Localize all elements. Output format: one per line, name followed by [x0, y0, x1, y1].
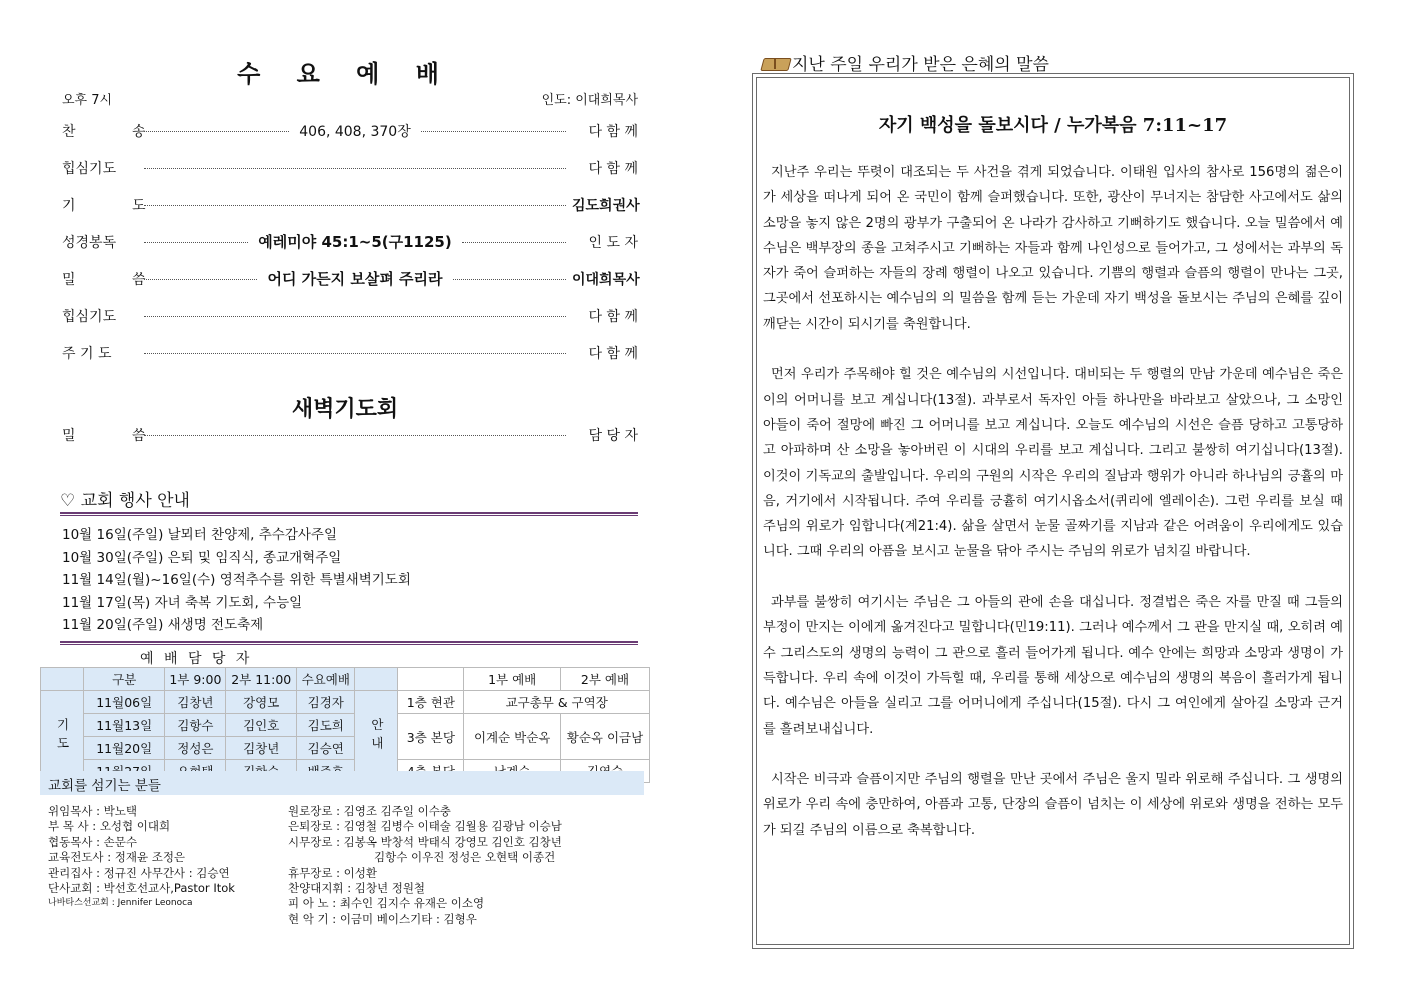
table-cell: 김승연 [297, 737, 355, 760]
table-header: 2부 예배 [560, 668, 649, 691]
sermon-header [762, 50, 1049, 75]
sermon-paragraph: 과부를 불쌍히 여기시는 주님은 그 아들의 관에 손을 대십니다. 정결법은 죽은 자를 만질 때 그들의 부정이 만지는 이에게 옮겨진다고 밀합니다(민19:11). 그러나 예수께서 그 관을 만지실 때, 오히려 예수 그리스도의 생명의 능력이 그 관으로 흘러 들어가게 됩니다. 예수 안에는 희망과 소망과 생명이 가득합니다. 우리 속에 이것이 가득힐 때, 우리를 통해 세상으로 예수님의 생명의 복음이 흘러가게 됩니다. 예수님은 아들을 실리고 그를 어머니에게 주십니다(15절). 다시 그 여인에게 살아길 소망과 근거를 흘려보내십니다. [763, 595, 1343, 737]
list-item: 협동목사 : 손문수 [48, 834, 137, 849]
list-item: 은퇴장로 : 김영철 김병수 이태술 김월용 김광남 이승남 [288, 819, 562, 834]
table-header: 1부 예배 [464, 668, 561, 691]
table-cell: 김항수 [165, 714, 226, 737]
servants-column [288, 804, 648, 927]
order-person: 김도희권사 [572, 197, 640, 214]
order-person: 인 도 자 [588, 234, 639, 251]
table-cell: 11월20일 [84, 737, 165, 760]
service-order [62, 112, 638, 371]
list-item: 부 목 사 : 오성협 이대희 [48, 819, 171, 834]
servants-title: 교회를 섬기는 분들 [40, 771, 644, 795]
dot-leader [462, 242, 566, 243]
group-label: 기도 [41, 691, 84, 783]
list-item: 현 악 기 : 이금미 베이스기타 : 김형우 [288, 911, 477, 926]
table-cell: 11월06일 [84, 691, 165, 714]
dot-leader [144, 205, 566, 206]
table-cell: 3층 본당 [398, 714, 464, 760]
dawn-order [62, 416, 638, 453]
list-item: 원로장로 : 김영조 김주일 이수충 [288, 804, 451, 818]
table-cell: 김창년 [226, 737, 297, 760]
table-header: 수요예배 [297, 668, 355, 691]
order-content: 어디 가든지 보살펴 주리라 [267, 270, 443, 288]
events-title: ♡ 교회 행사 안내 [60, 491, 190, 511]
service-subheader [62, 89, 638, 108]
dot-leader [144, 131, 289, 132]
event-item: 10월 30일(주일) 은퇴 및 임직식, 종교개혁주일 [62, 549, 342, 566]
service-leader: 인도: 이대희목사 [541, 93, 638, 108]
dot-leader [144, 242, 248, 243]
order-row [62, 297, 638, 334]
order-label: 기 도 [62, 197, 172, 214]
divider [60, 512, 638, 516]
order-row [62, 149, 638, 186]
order-row [62, 416, 638, 453]
table-cell [355, 668, 398, 691]
order-person: 다 함 께 [588, 345, 638, 362]
dot-leader [144, 435, 566, 436]
dot-leader [144, 279, 257, 280]
list-item: 휴무장로 : 이성환 [288, 865, 377, 880]
order-person: 담 당 자 [588, 427, 638, 444]
order-label: 주 기 도 [62, 345, 112, 362]
list-item: 단사교회 : 박선호선교사,Pastor Itok [48, 881, 235, 896]
order-person: 다 함 께 [588, 308, 638, 325]
sermon-paragraph: 시작은 비극과 슬픔이지만 주님의 행렬을 만난 곳에서 주님은 울지 밀라 위로해 주십니다. 그 생명의 위로가 우리 속에 충만하여, 아픔과 고통, 단장의 슬픔이 넘치는 이 세상에 위로와 생명을 전하는 모두가 되길 주님의 이름으로 축복합니다. [763, 772, 1343, 838]
table-header: 구분 [84, 668, 165, 691]
order-label: 성경봉독 [62, 234, 117, 251]
event-item: 10월 16일(주일) 날뫼터 찬양제, 추수감사주일 [62, 527, 338, 543]
divider [60, 641, 638, 645]
order-label: 힙심기도 [62, 160, 117, 177]
sermon-title: 자기 백성을 돌보시다 / 누가복음 7:11~17 [878, 115, 1228, 136]
table-cell: 이계순 박순옥 [464, 714, 561, 760]
event-item: 11월 20일(주일) 새생명 전도축제 [62, 617, 264, 634]
left-page [40, 0, 650, 992]
sermon-paragraph: 지난주 우리는 뚜렷이 대조되는 두 사건을 겪게 되었습니다. 이태원 입사의 참사로 156명의 젊은이가 세상을 떠나게 되어 온 국민이 함께 슬퍼했습니다. 또한, 광산이 무너지는 참담한 사고에서도 삶의 소망을 놓지 않은 2명의 광부가 구출되어 온 나라가 감사하고 기뻐하기도 했습니다. 오늘 밀씀에서 예수님은 백부장의 종을 고쳐주시고 기뻐하는 자들과 함께 나인성으로 들어가고, 그 성에서는 과부의 독자가 죽어 슬퍼하는 자들의 장례 행렬이 나오고 있습니다. 기쁨의 행렬과 슬픔의 행렬이 만나는 그곳, 그곳에서 선포하시는 예수님의 의 밀씀을 함께 듣는 가운데 자기 백성을 돌보시는 주님의 은혜를 깊이 깨닫는 시간이 되시기를 축원합니다. [763, 165, 1343, 332]
list-item: 관리집사 : 정규진 사무간사 : 김승연 [48, 865, 230, 880]
dot-leader [421, 131, 566, 132]
table-cell: 교구총무 & 구역장 [464, 691, 650, 714]
order-content: 예레미야 45:1~5(구1125) [258, 233, 452, 251]
order-row [62, 112, 638, 149]
dot-leader [144, 316, 566, 317]
table-cell [41, 668, 84, 691]
sermon-header-text: 지난 주일 우리가 받은 은혜의 말씀 [792, 55, 1049, 75]
list-item: 교육전도사 : 정재윤 조정은 [48, 850, 186, 865]
table-header [398, 668, 464, 691]
table-cell: 황순옥 이금남 [560, 714, 649, 760]
event-item: 11월 17일(목) 자녀 축복 기도회, 수능일 [62, 594, 303, 611]
table-cell: 11월13일 [84, 714, 165, 737]
dot-leader [144, 168, 566, 169]
order-label: 힙심기도 [62, 308, 117, 325]
order-person: 이대희목사 [572, 271, 640, 288]
list-item: 시무장로 : 김봉옥 박창석 박태식 강영모 김인호 김창년 [288, 834, 562, 849]
order-row [62, 186, 638, 223]
dot-leader [453, 279, 566, 280]
duty-caption: 예 배 담 당 자 [140, 651, 253, 667]
list-item: 피 아 노 : 최수인 김지수 유재은 이소영 [288, 896, 485, 911]
order-label: 밀 씀 [62, 271, 172, 288]
order-label: 찬 송 [62, 123, 172, 140]
list-item: 김항수 이우진 정성은 오현택 이종건 [374, 850, 556, 865]
duty-table [40, 667, 650, 783]
order-content: 406, 408, 370장 [299, 123, 411, 140]
table-header: 2부 11:00 [226, 668, 297, 691]
service-title: 수 요 예 배 [237, 59, 453, 88]
guide-label: 안내 [355, 691, 398, 783]
order-person: 다 함 께 [588, 123, 638, 140]
sermon-body [763, 160, 1343, 868]
list-item: 찬양대지휘 : 김창년 정원철 [288, 881, 426, 896]
table-cell: 김인호 [226, 714, 297, 737]
event-item: 11월 14일(월)~16일(수) 영적추수를 위한 특별새벽기도회 [62, 572, 411, 589]
table-cell: 김도희 [297, 714, 355, 737]
dot-leader [144, 353, 566, 354]
list-item: 나바타스선교회 : Jennifer Leonoca [48, 898, 193, 909]
order-row [62, 334, 638, 371]
events-list [62, 524, 411, 637]
table-cell: 김경자 [297, 691, 355, 714]
order-row [62, 260, 638, 297]
order-row [62, 223, 638, 260]
list-item: 위임목사 : 박노택 [48, 804, 137, 818]
table-cell: 정성은 [165, 737, 226, 760]
book-icon [762, 55, 790, 71]
service-time: 오후 7시 [62, 93, 113, 108]
table-header: 1부 9:00 [165, 668, 226, 691]
table-cell: 강영모 [226, 691, 297, 714]
servants-column [48, 804, 288, 912]
sermon-paragraph: 먼저 우리가 주목해야 힐 것은 예수님의 시선입니다. 대비되는 두 행렬의 만남 가운데 예수님은 죽은 이의 어머니를 보고 계십니다(13절). 과부로서 독자인 아들 하나만을 바라보고 살았으나, 그 소망인 아들이 죽어 절망에 빠진 그 어머니를 보고 계십니다. 오늘도 예수님의 시선은 슬픔 당하고 고통당하고 아파하며 산 소망을 놓아버린 이 시대의 우리를 보고 계십니다. 그리고 불쌍히 여기십니다(13절). 이것이 기독교의 출발입니다. 우리의 구원의 시작은 우리의 질남과 행위가 아니라 하나님의 긍휼의 마음, 거기에서 시작됩니다. 주여 우리를 긍휼히 여기시옵소서(퀴리에 엘레이손). 그런 우리를 보실 때 주님의 위로가 임합니다(계21:4). 삶을 살면서 눈물 골짜기를 지남과 같은 어려움이 우리에게도 있습니다. 그때 우리의 아픔을 보시고 눈물을 닦아 주시는 주님의 위로가 넘치길 바랍니다. [763, 367, 1343, 560]
dawn-title: 새벽기도회 [291, 396, 399, 422]
order-person: 다 함 께 [588, 160, 638, 177]
table-cell: 1층 현관 [398, 691, 464, 714]
order-label: 밀 씀 [62, 427, 172, 444]
table-cell: 김창년 [165, 691, 226, 714]
